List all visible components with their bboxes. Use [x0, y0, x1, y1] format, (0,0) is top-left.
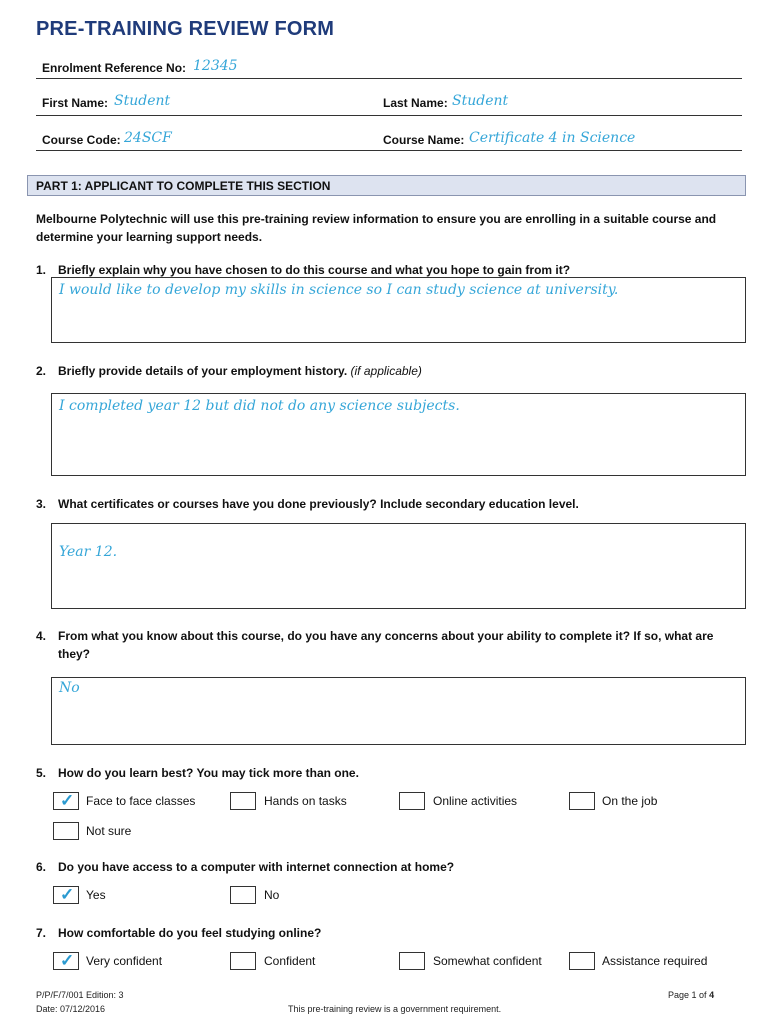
name-rule [36, 115, 742, 116]
question-number: 4. [36, 629, 47, 643]
checkbox-confident[interactable] [230, 952, 256, 970]
footer-date: Date: 07/12/2016 [36, 1004, 106, 1014]
check-mark-icon: ✓ [60, 885, 75, 904]
question-text: How do you learn best? You may tick more than one. [58, 766, 359, 780]
last-name-label: Last Name: [383, 96, 448, 110]
footer-notice: This pre-training review is a government requirement. [288, 1004, 502, 1014]
option-label: Online activities [433, 794, 518, 808]
question-5 [36, 764, 736, 782]
question-text: From what you know about this course, do you have any concerns about your ability to complete it? If so, what are they? [58, 629, 714, 661]
page-prefix: Page [668, 990, 692, 1000]
option-label: Very confident [86, 954, 163, 968]
question-text: Briefly explain why you have chosen to do this course and what you hope to gain from it? [58, 263, 571, 277]
option-label: No [264, 888, 280, 902]
first-name-label: First Name: [42, 96, 109, 110]
answer-box-3[interactable] [51, 523, 746, 609]
option-label: Confident [264, 954, 316, 968]
option-label: Somewhat confident [433, 954, 542, 968]
course-rule [36, 150, 742, 151]
enrolment-rule [36, 78, 742, 79]
question-4 [36, 627, 736, 663]
checkbox-face-to-face[interactable] [53, 792, 79, 810]
option-label: On the job [602, 794, 658, 808]
answer-box-1[interactable] [51, 277, 746, 343]
checkbox-online-activities[interactable] [399, 792, 425, 810]
answer-2: I completed year 12 but did not do any science subjects. [59, 398, 460, 414]
check-mark-icon: ✓ [60, 951, 75, 970]
answer-1: I would like to develop my skills in science so I can study science at university. [59, 282, 619, 298]
course-name-value[interactable]: Certificate 4 in Science [469, 130, 636, 146]
checkbox-on-the-job[interactable] [569, 792, 595, 810]
checkbox-yes[interactable] [53, 886, 79, 904]
footer-page-number [668, 990, 714, 1000]
option-label: Yes [86, 888, 106, 902]
course-code-value[interactable]: 24SCF [124, 130, 172, 146]
question-number: 2. [36, 364, 47, 378]
checkbox-somewhat-confident[interactable] [399, 952, 425, 970]
answer-3: Year 12. [59, 544, 118, 560]
checkbox-assistance-required[interactable] [569, 952, 595, 970]
form-title: PRE-TRAINING REVIEW FORM [36, 18, 335, 40]
question-number: 5. [36, 766, 47, 780]
enrolment-value[interactable]: 12345 [193, 58, 238, 74]
page-of: of [696, 990, 710, 1000]
part1-heading: PART 1: APPLICANT TO COMPLETE THIS SECTION [36, 179, 331, 193]
question-number: 3. [36, 497, 47, 511]
question-number: 7. [36, 926, 47, 940]
course-code-label: Course Code: [42, 133, 121, 147]
question-6 [36, 858, 736, 876]
option-label: Face to face classes [86, 794, 196, 808]
question-7 [36, 924, 736, 942]
question-number: 1. [36, 263, 47, 277]
question-text [58, 362, 422, 380]
question-text: Do you have access to a computer with internet connection at home? [58, 860, 455, 874]
check-mark-icon: ✓ [60, 791, 75, 810]
part1-heading-bar [27, 175, 746, 196]
last-name-value[interactable]: Student [452, 93, 509, 109]
question-note: (if applicable) [350, 364, 422, 378]
question-text: What certificates or courses have you done previously? Include secondary education level. [58, 497, 579, 511]
enrolment-label: Enrolment Reference No: [42, 61, 187, 75]
checkbox-no[interactable] [230, 886, 256, 904]
option-label: Hands on tasks [264, 794, 347, 808]
question-number: 6. [36, 860, 47, 874]
course-name-label: Course Name: [383, 133, 465, 147]
page-current: 1 [691, 990, 697, 1000]
part1-intro: Melbourne Polytechnic will use this pre-training review information to ensure you are enrolling in a suitable course and determine your learning support needs. [36, 212, 717, 244]
answer-box-2[interactable] [51, 393, 746, 476]
first-name-value[interactable]: Student [114, 93, 171, 109]
page-total: 4 [709, 990, 715, 1000]
checkbox-not-sure[interactable] [53, 822, 79, 840]
question-2 [36, 362, 736, 380]
answer-4: No [59, 680, 80, 696]
checkbox-very-confident[interactable] [53, 952, 79, 970]
question-text: How comfortable do you feel studying online? [58, 926, 322, 940]
option-label: Assistance required [602, 954, 708, 968]
checkbox-hands-on[interactable] [230, 792, 256, 810]
footer-doc-code: P/P/F/7/001 Edition: 3 [36, 990, 124, 1000]
option-label: Not sure [86, 824, 132, 838]
answer-box-4[interactable] [51, 677, 746, 745]
question-3 [36, 495, 736, 513]
question-text-main: Briefly provide details of your employment history. [58, 364, 348, 378]
